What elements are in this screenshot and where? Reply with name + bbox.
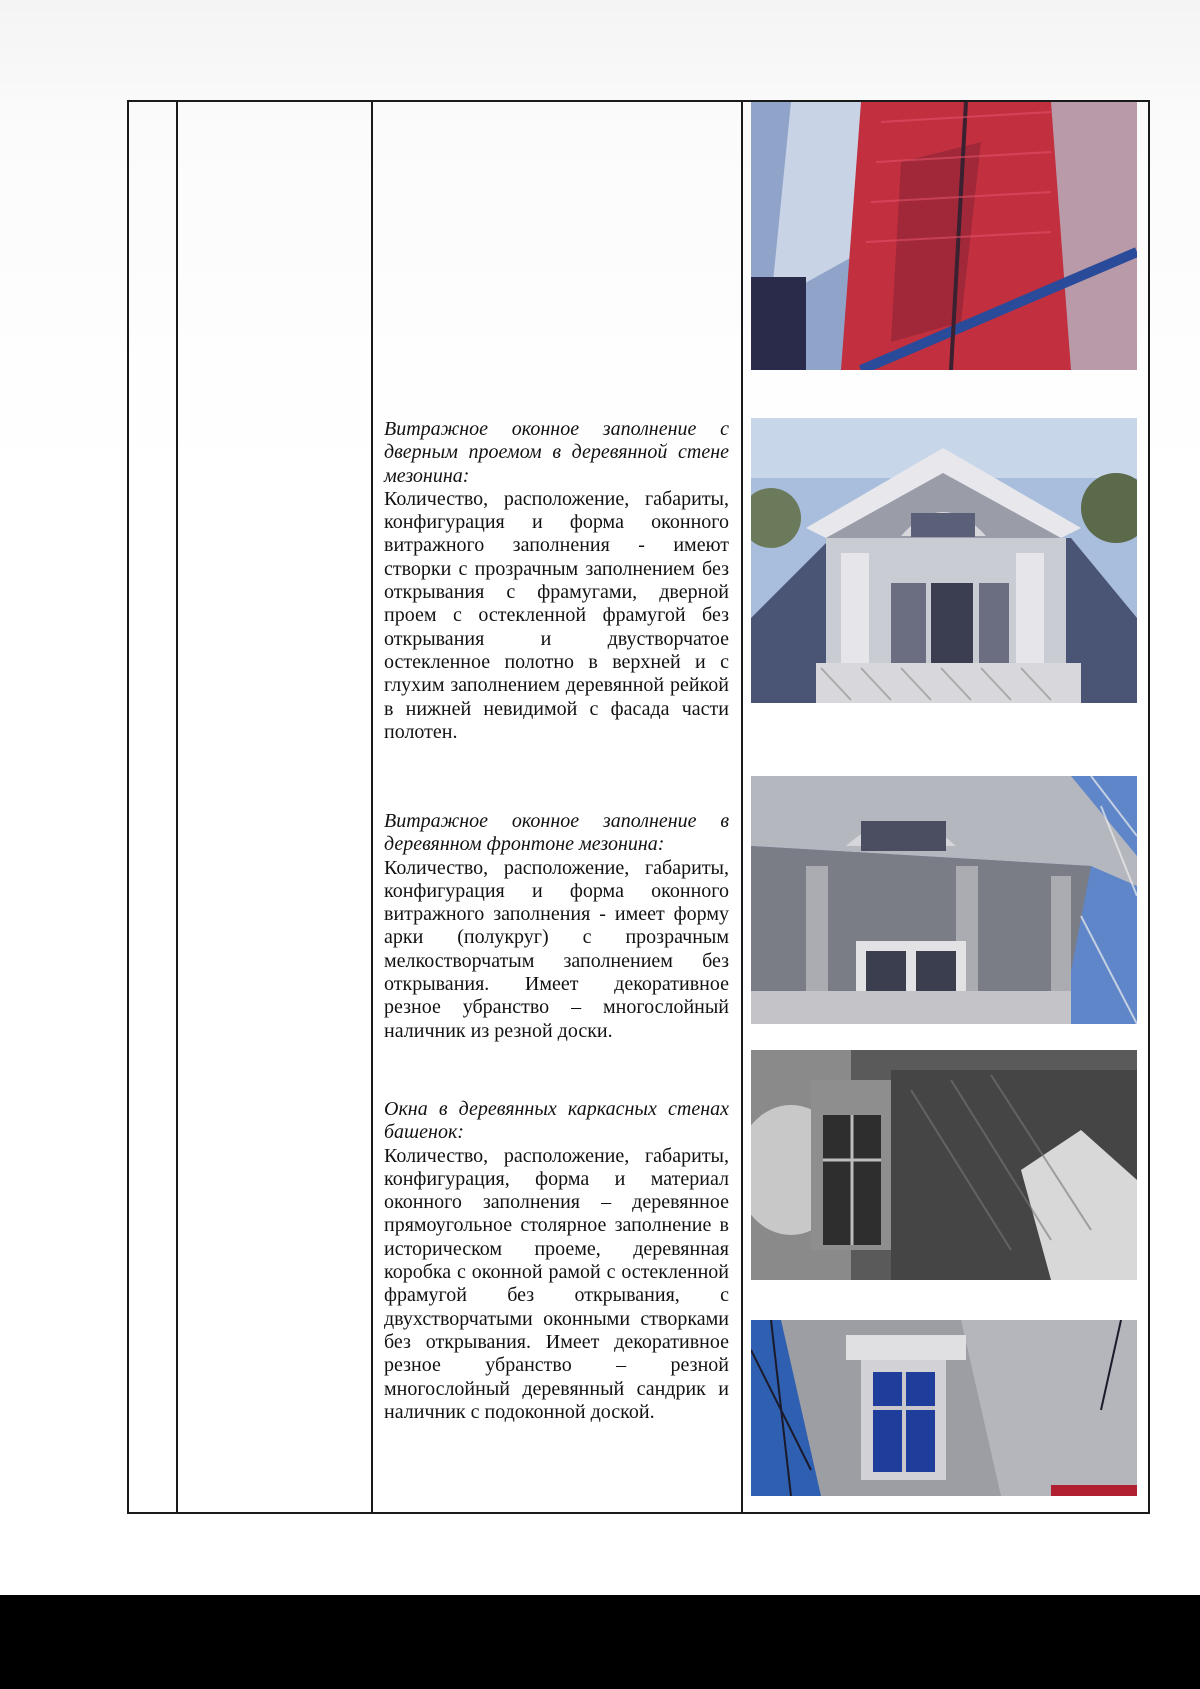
table-border-right <box>1148 100 1150 1514</box>
table-column-divider-3 <box>741 100 743 1514</box>
table-column-divider-1 <box>176 100 178 1514</box>
scanner-footer-band <box>0 1595 1200 1689</box>
description-table <box>127 100 1150 1514</box>
section-mezzanine-pediment <box>384 810 729 1043</box>
section-body: Количество, расположение, габариты, конфигурация и форма оконного витражного заполнения - имеет форму арки (полукруг) с прозрачным мелкостворчатым заполнением без открывания. Имеет декоративное резное убранство – многослойный наличник из резной доски. <box>384 856 729 1042</box>
section-title: Витражное оконное заполнение с дверным проемом в деревянной стене мезонина: <box>384 418 729 487</box>
section-title: Окна в деревянных каркасных стенах башенок: <box>384 1098 729 1144</box>
section-title: Витражное оконное заполнение в деревянном фронтоне мезонина: <box>384 810 729 856</box>
roof-detail-photo <box>751 102 1137 370</box>
table-bottom-border <box>127 1512 1150 1514</box>
mezzanine-glazing-photo <box>751 418 1137 703</box>
section-turret-windows <box>384 1098 729 1424</box>
section-body: Количество, расположение, габариты, конфигурация и форма оконного витражного заполнения - имеют створки с прозрачным заполнением без открывания с фрамугами, дверной проем с остекленной фрамугой без открывания и двустворчатое остекленное полотно в верхней и с глухим заполнением деревянной рейкой в нижней невидимой с фасада части полотен. <box>384 487 729 743</box>
section-body: Количество, расположение, габариты, конфигурация, форма и материал оконного заполнения – деревянное прямоугольное столярное заполнение в историческом проеме, деревянная коробка с оконной рамой с остекленной фрамугой без открывания, с двухстворчатыми оконными створками без открывания. Имеет декоративное резное убранство – резной многослойный деревянный сандрик и наличник с подоконной доской. <box>384 1144 729 1423</box>
table-column-divider-2 <box>371 100 373 1514</box>
turret-window-photo-1 <box>751 1050 1137 1280</box>
section-mezzanine-wall <box>384 418 729 744</box>
turret-window-photo-2 <box>751 1320 1137 1496</box>
table-border-left <box>127 100 129 1514</box>
pediment-arch-window-photo <box>751 776 1137 1024</box>
